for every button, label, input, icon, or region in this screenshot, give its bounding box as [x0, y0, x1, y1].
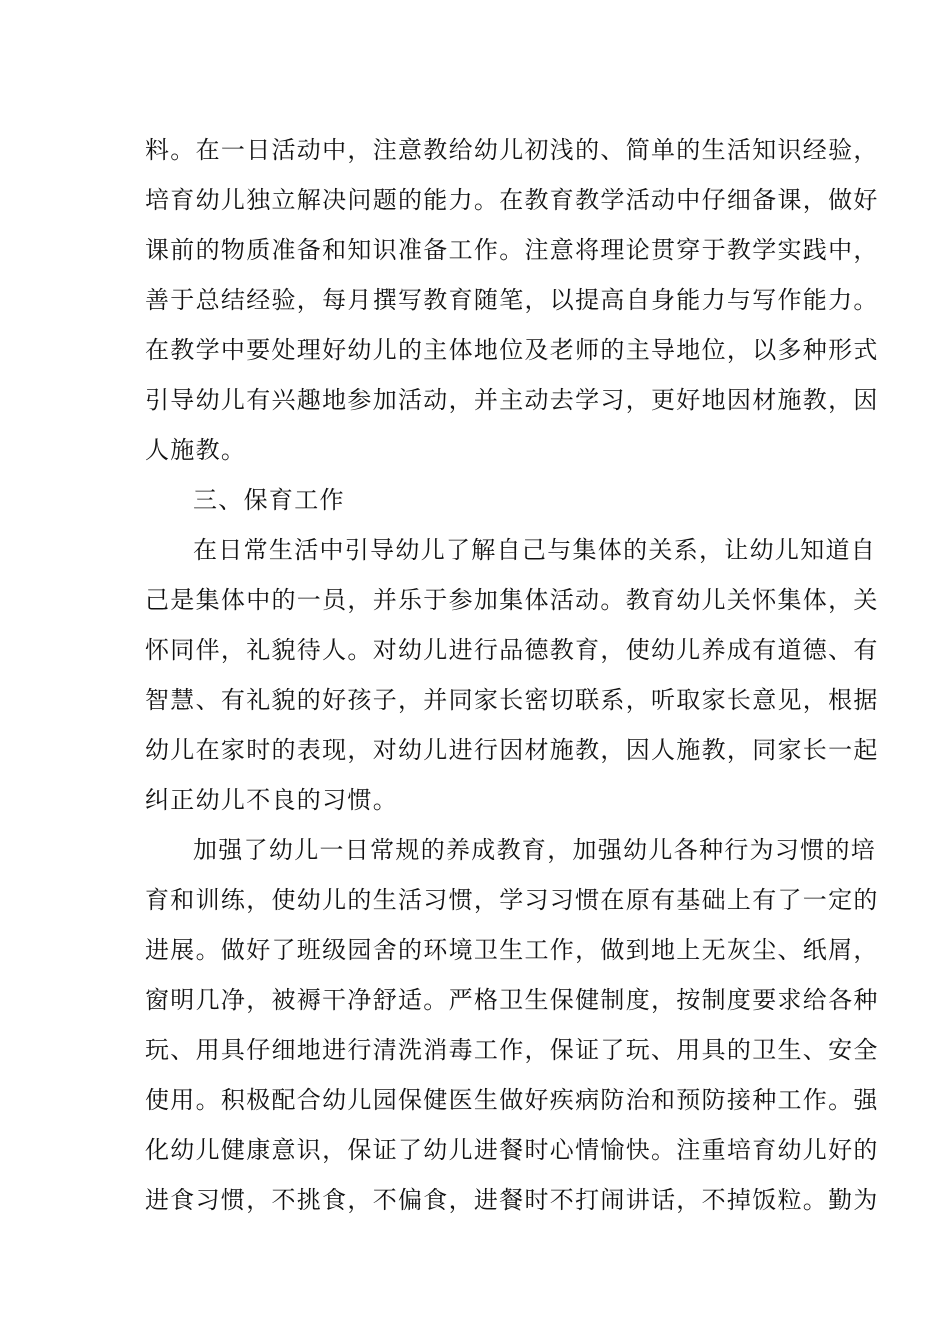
text-line: 在教学中要处理好幼儿的主体地位及老师的主导地位，以多种形式 [145, 336, 879, 364]
text-line: 进食习惯，不挑食，不偏食，进餐时不打闹讲话，不掉饭粒。勤为 [145, 1186, 879, 1214]
section-heading: 三、保育工作 [193, 486, 345, 514]
text-line: 化幼儿健康意识，保证了幼儿进餐时心情愉快。注重培育幼儿好的 [145, 1136, 879, 1164]
text-line: 料。在一日活动中，注意教给幼儿初浅的、简单的生活知识经验， [145, 136, 879, 164]
text-line: 怀同伴，礼貌待人。对幼儿进行品德教育，使幼儿养成有道德、有 [145, 636, 879, 664]
text-line: 人施教。 [145, 436, 247, 464]
text-line: 窗明几净，被褥干净舒适。严格卫生保健制度，按制度要求给各种 [145, 986, 879, 1014]
text-line: 善于总结经验，每月撰写教育随笔，以提高自身能力与写作能力。 [145, 286, 879, 314]
text-line: 培育幼儿独立解决问题的能力。在教育教学活动中仔细备课，做好 [145, 186, 879, 214]
text-line: 育和训练，使幼儿的生活习惯，学习习惯在原有基础上有了一定的 [145, 886, 879, 914]
text-line: 使用。积极配合幼儿园保健医生做好疾病防治和预防接种工作。强 [145, 1086, 879, 1114]
text-line: 课前的物质准备和知识准备工作。注意将理论贯穿于教学实践中， [145, 236, 879, 264]
text-line: 进展。做好了班级园舍的环境卫生工作，做到地上无灰尘、纸屑， [145, 936, 879, 964]
text-line: 己是集体中的一员，并乐于参加集体活动。教育幼儿关怀集体，关 [145, 586, 879, 614]
text-line: 玩、用具仔细地进行清洗消毒工作，保证了玩、用具的卫生、安全 [145, 1036, 879, 1064]
text-line: 纠正幼儿不良的习惯。 [145, 786, 398, 814]
text-line: 智慧、有礼貌的好孩子，并同家长密切联系，听取家长意见，根据 [145, 686, 879, 714]
text-line: 引导幼儿有兴趣地参加活动，并主动去学习，更好地因材施教，因 [145, 386, 879, 414]
paragraph-first-line: 在日常生活中引导幼儿了解自己与集体的关系，让幼儿知道自 [193, 536, 877, 564]
paragraph-first-line: 加强了幼儿一日常规的养成教育，加强幼儿各种行为习惯的培 [193, 836, 877, 864]
text-line: 幼儿在家时的表现，对幼儿进行因材施教，因人施教，同家长一起 [145, 736, 879, 764]
